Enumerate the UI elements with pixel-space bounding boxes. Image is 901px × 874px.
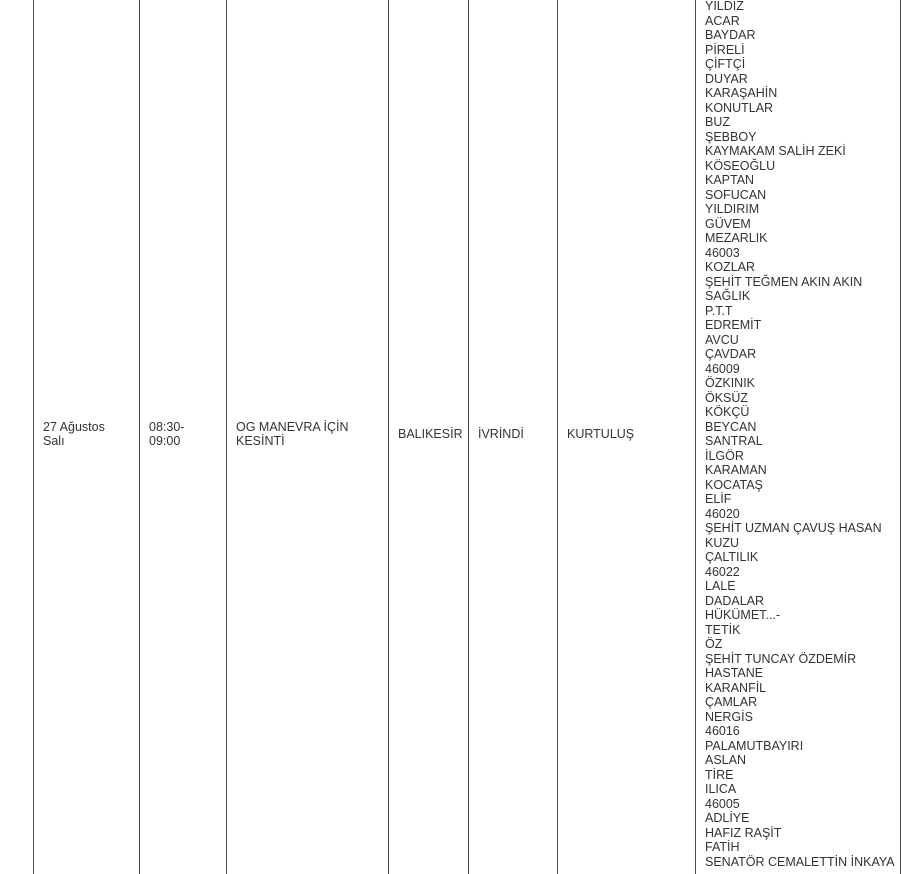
street-item: 46003 xyxy=(705,245,740,260)
street-item: SOFUCAN xyxy=(705,187,767,202)
street-item: HAFIZ RAŞİT xyxy=(705,825,782,840)
street-item: TETİK xyxy=(705,622,741,637)
street-item: SANTRAL xyxy=(705,434,763,448)
street-item: ACAR xyxy=(705,13,740,28)
street-item: BUZ xyxy=(705,115,730,129)
street-item: AVCU xyxy=(705,332,739,347)
district-cell xyxy=(469,0,558,874)
streets-cell xyxy=(696,0,901,874)
reason-text-line1: OG MANEVRA İÇİN xyxy=(236,419,349,434)
street-item: 46009 xyxy=(705,361,740,376)
street-item: ÇALTILIK xyxy=(705,550,759,564)
street-item: 46005 xyxy=(705,796,740,811)
street-item: BAYDAR xyxy=(705,28,756,42)
street-item: MEZARLIK xyxy=(705,231,768,245)
street-item: ELİF xyxy=(705,492,732,506)
street-item: P.T.T xyxy=(705,303,733,318)
street-item: ÇAVDAR xyxy=(705,347,757,361)
street-item: PALAMUTBAYIRI xyxy=(705,738,804,753)
street-item: BEYCAN xyxy=(705,419,757,434)
reason-text-line2: KESİNTİ xyxy=(236,434,285,448)
street-item: ADLİYE xyxy=(705,811,750,825)
street-item: LALE xyxy=(705,579,736,593)
outage-table-container xyxy=(33,0,895,874)
street-item: DADALAR xyxy=(705,593,765,608)
time-start-text: 08:30- xyxy=(149,419,185,434)
street-item: 46022 xyxy=(705,564,740,579)
street-item: KÖSEOĞLU xyxy=(705,158,776,173)
neighborhood-cell xyxy=(558,0,696,874)
street-item: KOZLAR xyxy=(705,260,756,274)
street-item: ŞEHİT TUNCAY ÖZDEMİR xyxy=(705,651,857,666)
street-item: ÖKSÜZ xyxy=(705,390,749,405)
reason-cell xyxy=(227,0,389,874)
street-list xyxy=(705,0,900,869)
street-item: ILICA xyxy=(705,782,737,796)
street-item: ÖZKINIK xyxy=(705,376,756,390)
street-item: KARAŞAHİN xyxy=(705,86,778,100)
neighborhood-text: KURTULUŞ xyxy=(567,426,635,441)
street-item: KARANFİL xyxy=(705,680,767,695)
street-item: ÖZ xyxy=(705,637,723,651)
city-cell xyxy=(389,0,469,874)
street-item: ÇİFTÇİ xyxy=(705,57,746,71)
street-item: ŞEBBOY xyxy=(705,129,757,144)
street-item: KONUTLAR xyxy=(705,100,774,115)
weekday-text: Salı xyxy=(43,434,65,448)
street-item: 46016 xyxy=(705,724,740,738)
date-cell xyxy=(34,0,140,874)
street-item: PİRELİ xyxy=(705,42,745,57)
street-item: HÜKÜMET...- xyxy=(705,608,780,622)
district-text: İVRİNDİ xyxy=(478,426,524,441)
street-item: KÖKÇÜ xyxy=(705,405,750,419)
street-item: KAYMAKAM SALİH ZEKİ xyxy=(705,144,846,158)
street-item: İLGÖR xyxy=(705,448,744,463)
time-end-text: 09:00 xyxy=(149,434,181,448)
street-item: KARAMAN xyxy=(705,463,767,477)
street-item: KUZU xyxy=(705,535,740,550)
street-item: 46020 xyxy=(705,506,740,521)
street-item: DUYAR xyxy=(705,71,748,86)
date-text: 27 Ağustos xyxy=(43,419,105,434)
street-item: ŞEHİT TEĞMEN AKIN AKIN xyxy=(705,274,863,289)
street-item: FATİH xyxy=(705,840,740,854)
street-item: KOCATAŞ xyxy=(705,477,763,492)
street-item: TİRE xyxy=(705,767,734,782)
outage-table xyxy=(33,0,901,874)
street-item: SAĞLIK xyxy=(705,289,751,303)
street-item: GÜVEM xyxy=(705,216,751,231)
street-item: KAPTAN xyxy=(705,173,755,187)
street-item: YILDIZ xyxy=(705,0,744,13)
street-item: ŞEHİT UZMAN ÇAVUŞ HASAN xyxy=(705,521,882,535)
street-item: ÇAMLAR xyxy=(705,695,758,709)
street-item: HASTANE xyxy=(705,666,764,680)
street-item: SENATÖR CEMALETTİN İNKAYA xyxy=(705,854,895,869)
street-item: ASLAN xyxy=(705,753,746,767)
table-row xyxy=(34,0,901,874)
city-text: BALIKESİR xyxy=(398,426,463,441)
street-item: NERGİS xyxy=(705,709,753,724)
street-item: EDREMİT xyxy=(705,318,762,332)
street-item: YILDIRIM xyxy=(705,202,760,216)
time-cell xyxy=(140,0,227,874)
